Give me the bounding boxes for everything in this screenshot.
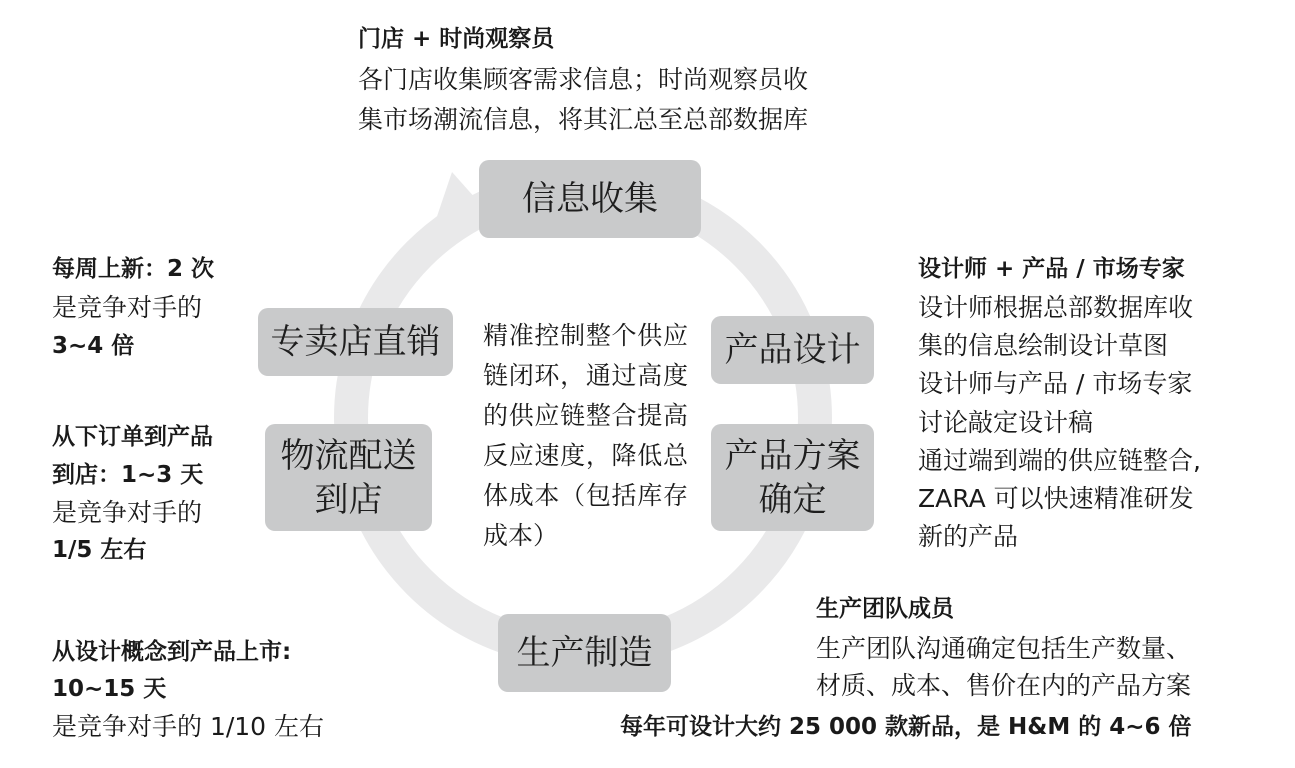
left-bottom-line1: 是竞争对手的 1/10 左右: [52, 712, 325, 741]
box-logistics: [265, 424, 432, 531]
box-plan-confirm: [711, 424, 874, 531]
top-note-line1: 各门店收集顾客需求信息；时尚观察员收: [358, 65, 809, 94]
box-store-sales-label: 专卖店直销: [270, 322, 441, 362]
right-upper-line5: 通过端到端的供应链整合,: [918, 446, 1201, 475]
box-product-design-label: 产品设计: [724, 330, 861, 370]
right-upper-line1: 设计师根据总部数据库收: [918, 293, 1194, 322]
left-upper-title: 每周上新：2 次: [52, 256, 215, 282]
left-upper-line1: 是竞争对手的: [52, 293, 203, 322]
box-store-sales: [258, 308, 453, 376]
right-upper-line7: 新的产品: [918, 522, 1019, 551]
center-description: 精准控制整个供应链闭环，通过高度的供应链整合提高反应速度，降低总体成本（包括库存成本）: [483, 321, 688, 550]
left-middle-line2: 1/5 左右: [52, 537, 147, 563]
left-bottom-title1: 从设计概念到产品上市:: [52, 639, 292, 665]
left-bottom-title2: 10~15 天: [52, 676, 167, 702]
right-upper-title: 设计师 + 产品 / 市场专家: [918, 256, 1185, 282]
right-bottom-summary: 每年可设计大约 25 000 款新品，是 H&M 的 4~6 倍: [620, 714, 1192, 740]
left-middle-title1: 从下订单到产品: [52, 424, 213, 450]
box-logistics-line1: 物流配送: [280, 435, 417, 476]
box-production: [498, 614, 671, 692]
left-middle-line1: 是竞争对手的: [52, 498, 203, 527]
top-note-line2: 集市场潮流信息，将其汇总至总部数据库: [358, 105, 809, 134]
box-plan-confirm-line2: 确定: [758, 479, 827, 520]
right-upper-line6: ZARA 可以快速精准研发: [918, 484, 1194, 513]
left-upper-line2: 3~4 倍: [52, 333, 135, 359]
box-plan-confirm-line1: 产品方案: [724, 435, 861, 476]
right-upper-line4: 讨论敲定设计稿: [918, 408, 1094, 437]
right-bottom-line2: 材质、成本、售价在内的产品方案: [816, 671, 1192, 700]
right-upper-line2: 集的信息绘制设计草图: [918, 331, 1169, 360]
right-bottom-line1: 生产团队沟通确定包括生产数量、: [816, 634, 1192, 663]
box-info-collect-label: 信息收集: [522, 179, 658, 219]
right-upper-line3: 设计师与产品 / 市场专家: [918, 369, 1193, 398]
box-logistics-line2: 到店: [314, 479, 383, 520]
right-bottom-title: 生产团队成员: [816, 596, 954, 622]
top-note-title: 门店 + 时尚观察员: [358, 26, 555, 52]
box-production-label: 生产制造: [516, 633, 653, 673]
left-middle-title2: 到店：1~3 天: [52, 462, 204, 488]
box-product-design: [711, 316, 874, 384]
box-info-collect: [479, 160, 701, 238]
